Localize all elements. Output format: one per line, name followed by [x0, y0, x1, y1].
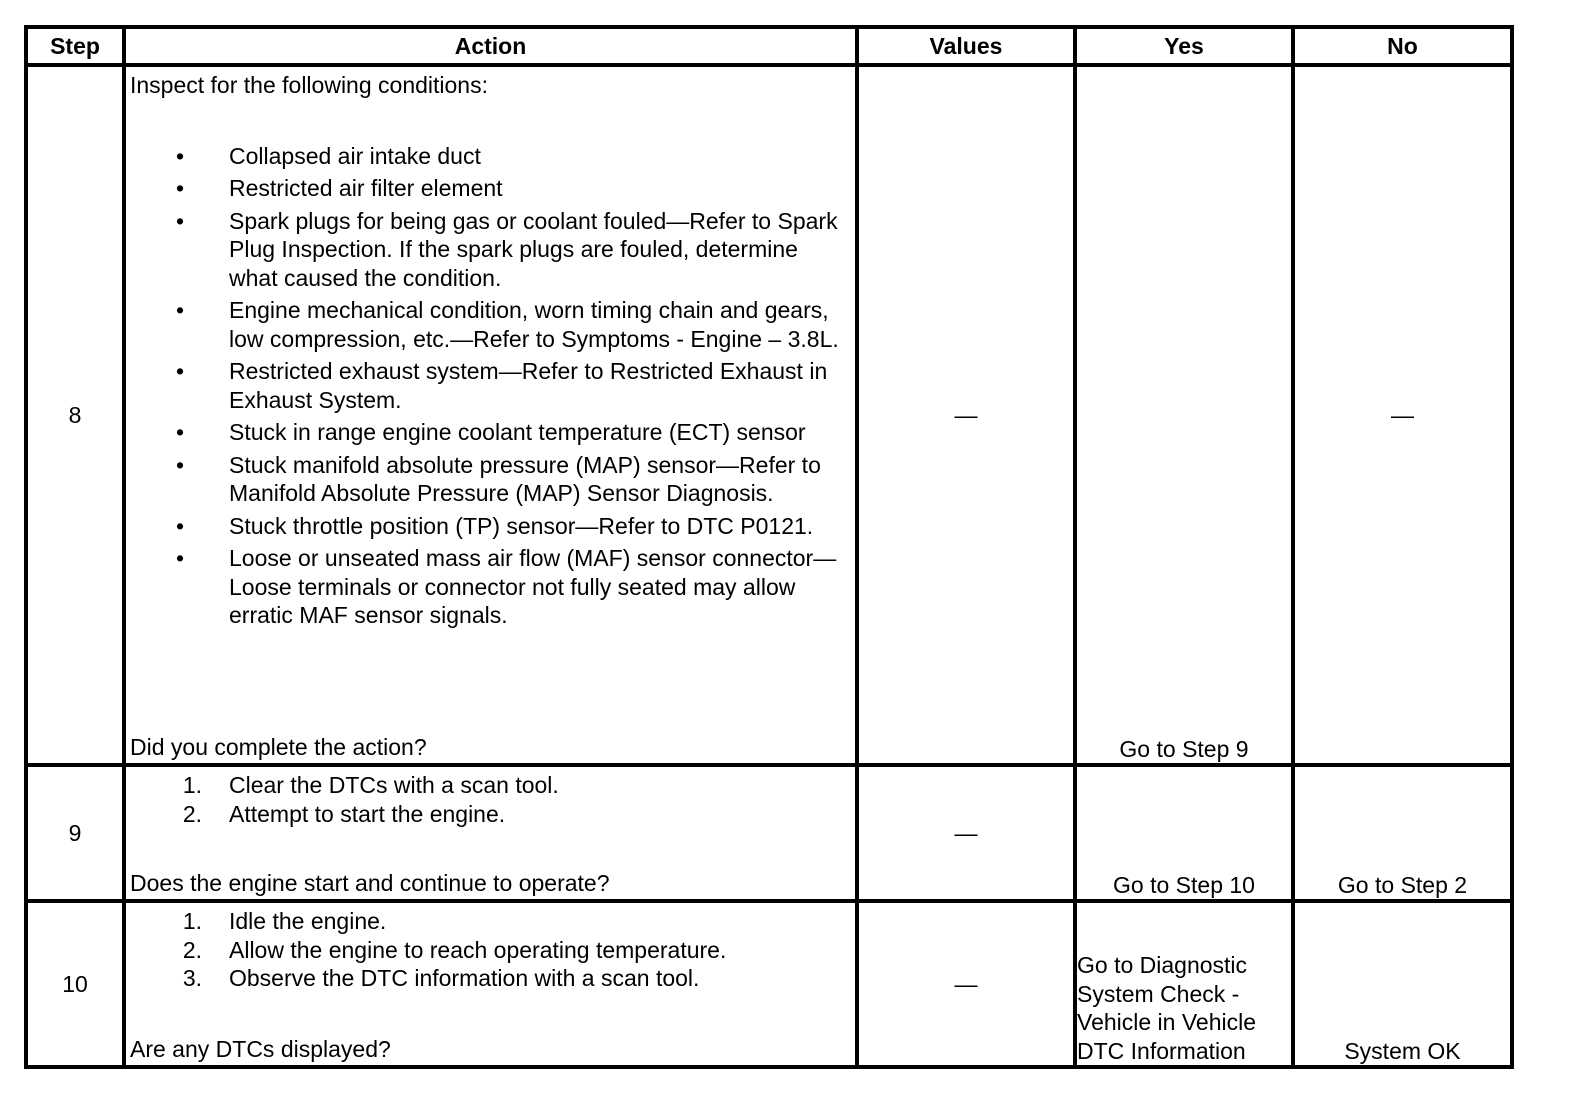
action-cell	[124, 765, 857, 901]
list-item: • Stuck manifold absolute pressure (MAP) sensor—Refer to Manifold Absolute Pressure (MAP) Sensor Diagnosis.	[176, 451, 821, 506]
header-step: Step	[26, 27, 124, 65]
header-row	[26, 27, 1512, 65]
action-cell	[124, 901, 857, 1067]
table-row-step-8	[26, 65, 1512, 765]
yes-cell: Go to Diagnostic System Check - Vehicle in Vehicle DTC Information	[1075, 901, 1293, 1067]
yes-cell: Go to Step 9	[1075, 65, 1293, 765]
action-question: Are any DTCs displayed?	[130, 1035, 391, 1062]
list-item: • Spark plugs for being gas or coolant fouled—Refer to Spark Plug Inspection. If the spark plugs are fouled, determine what caused the condition.	[176, 207, 838, 291]
action-question: Does the engine start and continue to operate?	[130, 869, 610, 896]
no-cell: Go to Step 2	[1293, 765, 1512, 901]
bullet-icon: •	[176, 419, 185, 445]
action-cell	[124, 65, 857, 765]
list-item: • Stuck in range engine coolant temperature (ECT) sensor	[176, 419, 806, 445]
condition-list	[130, 142, 849, 630]
diagnostic-table	[24, 25, 1514, 1069]
values-cell: —	[857, 765, 1075, 901]
list-item: • Restricted air filter element	[176, 175, 503, 201]
list-item: • Collapsed air intake duct	[176, 142, 481, 169]
step-number: 8	[26, 65, 124, 765]
step-number: 10	[26, 901, 124, 1067]
bullet-icon: •	[176, 358, 185, 384]
header-values: Values	[857, 27, 1075, 65]
list-item: 3. Observe the DTC information with a scan tool.	[182, 965, 700, 991]
step-number: 9	[26, 765, 124, 901]
list-item: 1. Idle the engine.	[182, 908, 387, 934]
list-item: 2. Allow the engine to reach operating temperature.	[182, 936, 727, 963]
table-row-step-10	[26, 901, 1512, 1067]
procedure-list	[130, 771, 849, 828]
yes-cell: Go to Step 10	[1075, 765, 1293, 901]
bullet-icon: •	[176, 175, 185, 201]
header-action: Action	[124, 27, 857, 65]
list-item: 2. Attempt to start the engine.	[182, 800, 506, 827]
table-row-step-9	[26, 765, 1512, 901]
no-cell: —	[1293, 65, 1512, 765]
list-item: 1. Clear the DTCs with a scan tool.	[182, 772, 559, 798]
bullet-icon: •	[176, 142, 185, 169]
list-item: • Loose or unseated mass air flow (MAF) sensor connector—Loose terminals or connector not fully seated may allow erratic MAF sensor signals.	[176, 545, 837, 628]
procedure-list	[130, 907, 849, 993]
list-item: • Engine mechanical condition, worn timing chain and gears, low compression, etc.—Refer to Symptoms - Engine – 3.8L.	[176, 297, 839, 352]
list-item: • Restricted exhaust system—Refer to Restricted Exhaust in Exhaust System.	[176, 358, 828, 413]
values-cell: —	[857, 65, 1075, 765]
bullet-icon: •	[176, 545, 185, 571]
bullet-icon: •	[176, 512, 185, 539]
no-cell: System OK	[1293, 901, 1512, 1067]
values-cell: —	[857, 901, 1075, 1067]
header-yes: Yes	[1075, 27, 1293, 65]
list-item: • Stuck throttle position (TP) sensor—Refer to DTC P0121.	[176, 512, 814, 539]
bullet-icon: •	[176, 451, 185, 478]
bullet-icon: •	[176, 207, 185, 234]
bullet-icon: •	[176, 297, 185, 323]
action-intro: Inspect for the following conditions:	[130, 72, 488, 98]
action-question: Did you complete the action?	[130, 733, 427, 760]
header-no: No	[1293, 27, 1512, 65]
